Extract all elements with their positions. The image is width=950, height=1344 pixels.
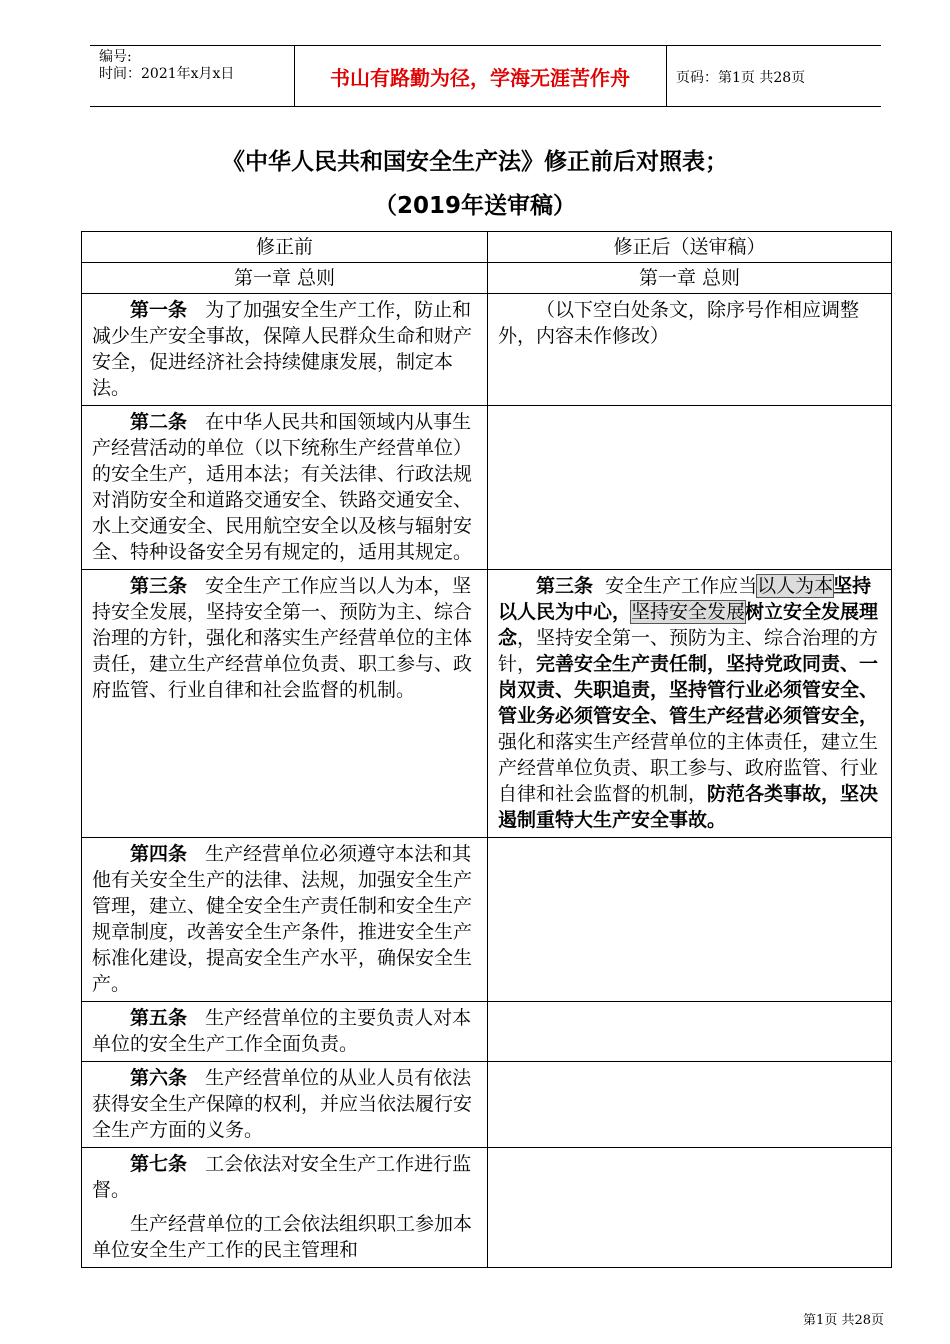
page-header xyxy=(90,45,881,107)
chapter-row xyxy=(82,263,892,294)
article-number: 第五条 xyxy=(130,1007,188,1029)
chapter-before: 第一章 总则 xyxy=(82,263,488,294)
comparison-table xyxy=(81,231,892,1268)
article-number: 第三条 xyxy=(130,575,188,597)
table-row xyxy=(82,838,892,1002)
added-text: 防范各类事故，坚决遏制重特大生产安全事故。 xyxy=(498,783,879,831)
article-body: 工会依法对安全生产工作进行监督。 xyxy=(92,1153,472,1201)
revised-article-text xyxy=(498,573,883,833)
cell-before xyxy=(82,294,488,406)
cell-before xyxy=(82,838,488,1002)
article-text xyxy=(92,1151,479,1203)
revised-text: 强化和落实生产经营单位的主体责任，建立生产经营单位负责、职工参与、政府监管、行业自律和社会监督的机制， xyxy=(498,731,879,805)
cell-before xyxy=(82,570,488,838)
table-row xyxy=(82,1002,892,1062)
cell-after xyxy=(488,570,892,838)
page-footer: 第1页 共28页 xyxy=(803,1313,884,1328)
header-page-number: 页码：第1页 共28页 xyxy=(676,70,806,86)
cell-before xyxy=(82,1148,488,1268)
revised-text: 安全生产工作应当 xyxy=(605,575,758,597)
column-header-after: 修正后（送审稿） xyxy=(488,232,892,263)
added-text: 完善安全生产责任制，坚持党政同责、一岗双责、失职追责，坚持管行业必须管安全、管业务必须管安全、管生产经营必须管安全， xyxy=(498,653,879,727)
article-body: 安全生产工作应当以人为本，坚持安全发展，坚持安全第一、预防为主、综合治理的方针，强化和落实生产经营单位的主体责任，建立生产经营单位负责、职工参与、政府监管、行业自律和社会监督的机制。 xyxy=(92,575,473,701)
article-body: 生产经营单位的主要负责人对本单位的安全生产工作全面负责。 xyxy=(92,1007,472,1055)
cell-after xyxy=(488,838,892,1002)
header-meta xyxy=(99,49,234,83)
cell-before xyxy=(82,1002,488,1062)
table-row xyxy=(82,570,892,838)
article-body: 生产经营单位必须遵守本法和其他有关安全生产的法律、法规，加强安全生产管理，建立、健全安全生产责任制和安全生产规章制度，改善安全生产条件，推进安全生产标准化建设，提高安全生产水平，确保安全生产。 xyxy=(92,843,473,995)
article-number: 第二条 xyxy=(130,411,188,433)
table-row xyxy=(82,294,892,406)
cell-after xyxy=(488,406,892,570)
article-text xyxy=(92,1065,479,1143)
column-header-before: 修正前 xyxy=(82,232,488,263)
article-text xyxy=(92,409,479,565)
document-subtitle: （2019年送审稿） xyxy=(373,193,576,219)
article-number: 第六条 xyxy=(130,1067,188,1089)
article-body: 在中华人民共和国领域内从事生产经营活动的单位（以下统称生产经营单位）的安全生产，适用本法；有关法律、行政法规对消防安全和道路交通安全、铁路交通安全、水上交通安全、民用航空安全以及核与辐射安全、特种设备安全另有规定的，适用其规定。 xyxy=(92,411,473,563)
added-text: 坚持以人民为中心， xyxy=(498,575,872,623)
added-text: 树立安全发展理念 xyxy=(498,601,879,649)
cell-after xyxy=(488,1002,892,1062)
cell-after xyxy=(488,1062,892,1148)
article-text xyxy=(92,1005,479,1057)
cell-before xyxy=(82,406,488,570)
serial-label: 编号: xyxy=(99,49,132,65)
document-title: 《中华人民共和国安全生产法》修正前后对照表； xyxy=(222,149,728,175)
cell-after xyxy=(488,294,892,406)
table-header-row xyxy=(82,232,892,263)
article-number: 第一条 xyxy=(130,299,188,321)
chapter-after: 第一章 总则 xyxy=(488,263,892,294)
table-row xyxy=(82,1148,892,1268)
header-divider xyxy=(666,46,667,106)
article-text xyxy=(92,573,479,703)
article-text xyxy=(92,297,479,401)
cell-after xyxy=(488,1148,892,1268)
cell-before xyxy=(82,1062,488,1148)
deleted-text: 以人为本 xyxy=(757,575,834,597)
article-body: 生产经营单位的从业人员有依法获得安全生产保障的权利，并应当依法履行安全生产方面的义务。 xyxy=(92,1067,473,1141)
header-motto: 书山有路勤为径，学海无涯苦作舟 xyxy=(330,65,630,90)
time-label: 时间：2021年x月x日 xyxy=(99,66,235,82)
article-number: 第四条 xyxy=(130,843,188,865)
deleted-text: 坚持安全发展 xyxy=(631,601,746,623)
unchanged-note: （以下空白处条文，除序号作相应调整外，内容未作修改） xyxy=(498,299,860,347)
revised-text: ，坚持安全第一、预防为主、综合治理的方针， xyxy=(498,627,879,675)
article-body: 为了加强安全生产工作，防止和减少生产安全事故，保障人民群众生命和财产安全，促进经济社会持续健康发展，制定本法。 xyxy=(92,299,473,399)
article-number: 第七条 xyxy=(130,1153,188,1175)
article-text-continued: 生产经营单位的工会依法组织职工参加本单位安全生产工作的民主管理和 xyxy=(92,1213,473,1261)
article-text xyxy=(92,841,479,997)
table-row xyxy=(82,406,892,570)
article-number: 第三条 xyxy=(536,575,594,597)
table-row xyxy=(82,1062,892,1148)
